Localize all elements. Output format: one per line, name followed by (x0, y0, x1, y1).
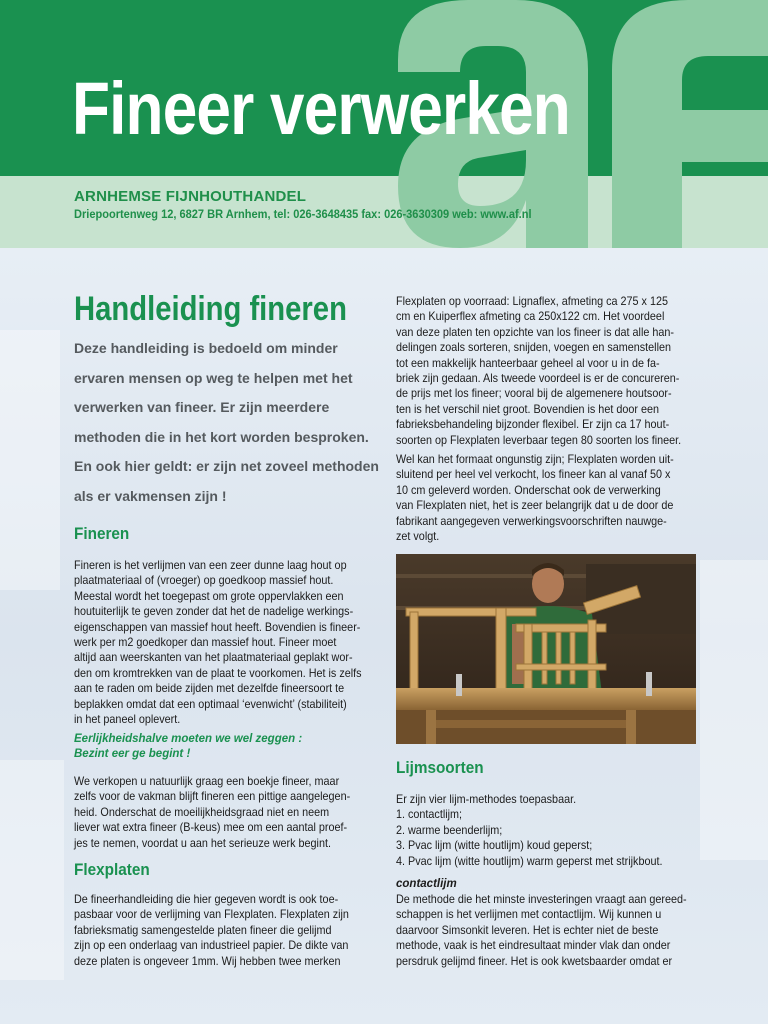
text-line: eigenschappen van massief hout heeft. Bovendien is fineer- (74, 619, 361, 634)
text-line: de prijs met los fineer; vooral bij de algemenere houtsoor- (396, 386, 672, 401)
intro-line: als er vakmensen zijn ! (74, 487, 227, 504)
text-line: deze platen is ongeveer 1mm. Wij hebben twee merken (74, 953, 341, 968)
text-line: aan te raden om beide zijden met dezelfde fineersoort te (74, 681, 345, 696)
text-line: De methode die het minste investeringen vraagt aan gereed- (396, 892, 687, 906)
text-line: cm en Kuiperflex afmeting ca 250x122 cm. Het voordeel (396, 309, 665, 324)
flexplaten-paragraph (74, 892, 349, 969)
text-line: plaatmateriaal of (vroeger) op goedkoop massief hout. (74, 573, 334, 588)
warning-note (74, 732, 302, 762)
background-shape (700, 560, 768, 860)
intro-line: verwerken van fineer. Er zijn meerdere (74, 399, 330, 415)
intro-line: methoden die in het kort worden besproken. (74, 428, 369, 445)
note-line: Bezint eer ge begint ! (74, 748, 191, 760)
formaat-paragraph (396, 452, 674, 544)
text-line: tot een makkelijk hanteerbaar geheel al voor u in de fa- (396, 355, 660, 370)
text-line: jes te nemen, voordat u aan het serieuze werk begint. (74, 835, 331, 850)
text-line: van deze platen ten opzichte van los fineer is dat alle han- (396, 324, 674, 339)
text-line: sluitend per heel vel verkocht, los fineer kan al vanaf 50 x (396, 467, 671, 482)
text-line: We verkopen u natuurlijk graag een boekje fineer, maar (74, 774, 340, 788)
text-line: daarvoor Simsonkit leveren. Het is echter niet de beste (396, 922, 659, 937)
intro-line: En ook hier geldt: er zijn net zoveel methoden (74, 458, 379, 474)
text-line: 10 cm geleverd worden. Onderschat ook de verwerking (396, 482, 661, 497)
text-line: persdruk gelijmd fineer. Het is ook kwetsbaarder omdat er (396, 953, 673, 968)
intro-line: ervaren mensen op weg te helpen met het (74, 369, 353, 386)
text-line: in het paneel oplevert. (74, 712, 181, 727)
workshop-photo (396, 554, 696, 744)
text-line: zelfs voor de vakman blijft fineren een pittige aangelegen- (74, 789, 351, 804)
text-line: van Flexplaten niet, het is zeer belangrijk dat u de door de (396, 498, 674, 513)
text-line: fabrieksmatig samengestelde platen fineer die gelijmd (74, 922, 332, 937)
list-item: 3. Pvac lijm (witte houtlijm) koud geperst; (396, 838, 593, 853)
list-item: 4. Pvac lijm (witte houtlijm) warm geperst met strijkbout. (396, 853, 663, 868)
company-name: ARNHEMSE FIJNHOUTHANDEL (74, 188, 307, 205)
text-line: den om kromtrekken van de plaat te voorkomen. Het is zelfs (74, 665, 362, 680)
text-line: altijd aan weerskanten van het plaatmateriaal geplakt wor- (74, 650, 353, 665)
text-line: werk per m2 goedkoper dan massief hout. Fineer moet (74, 635, 337, 650)
text-line: liever wat extra fineer (B-keus) mee om een aantal proef- (74, 820, 348, 835)
text-line: methode, vaak is het eindresultaat minder vlak dan onder (396, 938, 671, 953)
text-line: soorten op Flexplaten leverbaar tegen 80 soorten los fineer. (396, 432, 682, 447)
intro-line: Deze handleiding is bedoeld om minder (74, 340, 338, 356)
text-line: pasbaar voor de verlijming van Flexplaten. Flexplaten zijn (74, 907, 349, 922)
intro-paragraph (74, 334, 379, 511)
lijmsoorten-list (396, 792, 662, 869)
text-line: beplakken omdat dat een optimaal ‘evenwicht’ (stabiliteit) (74, 696, 347, 711)
text-line: ten is het verschil niet groot. Bovendien is het door een (396, 401, 659, 416)
flexplaten-heading: Flexplaten (74, 860, 150, 879)
verkopen-paragraph (74, 774, 350, 851)
text-line: heid. Onderschat de moeilijkheidsgraad niet en neem (74, 804, 330, 819)
note-line: Eerlijkheidshalve moeten we wel zeggen : (74, 733, 303, 745)
text-line: delingen zoals sorteren, snijden, voegen en samenstellen (396, 340, 671, 355)
text-line: briek zijn gedaan. Als tweede voordeel is er de concureren- (396, 371, 680, 386)
lijmsoorten-heading: Lijmsoorten (396, 758, 484, 777)
fineren-paragraph (74, 558, 362, 727)
text-line: Meestal wordt het toegepast om grote oppervlakken een (74, 588, 344, 603)
text-line: fabrieksbehandeling bijzonder flexibel. Er zijn ca 17 hout- (396, 417, 670, 432)
text-line: Flexplaten op voorraad: Lignaflex, afmeting ca 275 x 125 (396, 294, 668, 308)
text-line: fabrikant aangegeven verwerkingsvoorschriften nauwge- (396, 513, 667, 528)
list-item: 2. warme beenderlijm; (396, 822, 503, 837)
text-line: zijn op een onderlaag van industrieel papier. De dikte van (74, 938, 349, 953)
text-line: Wel kan het formaat ongunstig zijn; Flexplaten worden uit- (396, 452, 674, 466)
page-title: Fineer verwerken (72, 67, 570, 150)
text-line: De fineerhandleiding die hier gegeven wordt is ook toe- (74, 892, 339, 906)
fineren-heading: Fineren (74, 524, 130, 543)
company-address: Driepoortenweg 12, 6827 BR Arnhem, tel: 026-3648435 fax: 026-3630309 web: www.af.nl (74, 207, 532, 221)
flexplaten-voorraad-paragraph (396, 294, 681, 448)
text-line: Er zijn vier lijm-methodes toepasbaar. (396, 792, 577, 806)
text-line: schappen is het verlijmen met contactlijm. Wij kunnen u (396, 907, 662, 922)
text-line: Fineren is het verlijmen van een zeer dunne laag hout op (74, 558, 347, 572)
contactlijm-paragraph (396, 892, 687, 969)
text-line: houtuiterlijk te geven zonder dat het de nadelige werkings- (74, 604, 354, 619)
list-item: 1. contactlijm; (396, 807, 463, 822)
text-line: zet volgt. (396, 529, 440, 544)
contactlijm-heading: contactlijm (396, 878, 457, 890)
background-shape (0, 330, 60, 590)
document-title: Handleiding fineren (74, 290, 347, 328)
background-shape (0, 760, 64, 980)
